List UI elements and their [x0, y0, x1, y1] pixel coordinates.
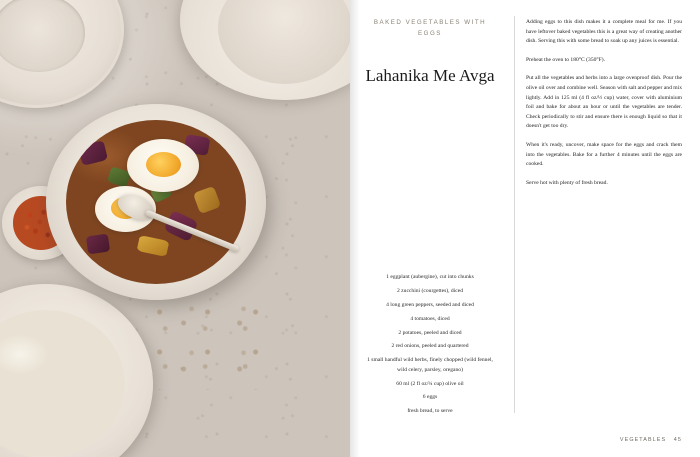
list-item: 2 zucchini (courgettes), diced — [396, 288, 464, 295]
page-title: Lahanika Me Avga — [365, 66, 495, 86]
list-item: 4 tomatoes, diced — [410, 315, 450, 322]
method-paragraph: Serve hot with plenty of fresh bread. — [526, 179, 608, 186]
method-paragraph: Put all the vegetables and herbs into a large ovenproof dish. Pour the olive oil over and combine well. Season with salt and pepper and mix lightly. Add in 125 ml (4 fl oz/½ cup) water, cover with aluminium foil and bake for about an hour or until the vegetables are tender. Check periodically to stir and ensure there is enough liquid so that it doesn't get too dry. — [526, 75, 682, 130]
roast-onion-piece — [78, 140, 108, 166]
tomato-piece — [73, 356, 93, 374]
roast-potato-piece — [193, 186, 221, 214]
recipe-kicker: BAKED VEGETABLES WITH EGGS — [373, 19, 487, 37]
method-paragraph: Preheat the oven to 180°C (350°F). — [526, 56, 606, 63]
list-item: 60 ml (2 fl oz/¼ cup) olive oil — [396, 380, 464, 387]
salad-leaf — [0, 414, 17, 433]
roast-potato-piece — [137, 235, 170, 257]
ingredients-list — [364, 273, 496, 421]
list-item: 4 long green peppers, seeded and diced — [386, 301, 474, 308]
bread-crumbs — [150, 300, 270, 390]
list-item: 6 eggs — [422, 394, 438, 401]
list-item: 2 potatoes, peeled and diced — [398, 329, 462, 336]
egg-yolk — [146, 152, 181, 177]
title-and-ingredients-column — [350, 0, 510, 457]
main-dish-bowl — [46, 104, 266, 300]
list-item: 1 eggplant (aubergine), cut into chunks — [386, 274, 474, 281]
salad-leaf — [0, 323, 39, 354]
roast-vegetables — [66, 120, 246, 285]
method-text — [526, 18, 682, 189]
list-item: 1 small handful wild herbs, finely chopped (wild fennel, wild celery, parsley, oregano) — [367, 357, 493, 373]
method-paragraph: Adding eggs to this dish makes it a complete meal for me. If you have leftover baked vegetables this is a great way of creating another dish. Serving this with some bread to soak up any juices is essential. — [526, 19, 682, 45]
page-footer — [620, 437, 682, 443]
page-number: 45 — [673, 437, 682, 443]
roast-onion-piece — [86, 233, 110, 254]
method-column — [510, 0, 700, 457]
list-item: fresh bread, to serve — [407, 408, 453, 415]
list-item: 2 red onions, peeled and quartered — [391, 343, 469, 350]
baked-egg — [127, 139, 199, 192]
method-paragraph: When it's ready, uncover, make space for the eggs and crack them into the vegetables. Bake for a further 4 minutes until the eggs are cooked. — [526, 142, 682, 168]
tomato-piece — [20, 376, 35, 390]
recipe-text-page — [350, 0, 700, 457]
salad-leaf — [47, 395, 82, 425]
footer-section-label: VEGETABLES — [619, 437, 667, 443]
